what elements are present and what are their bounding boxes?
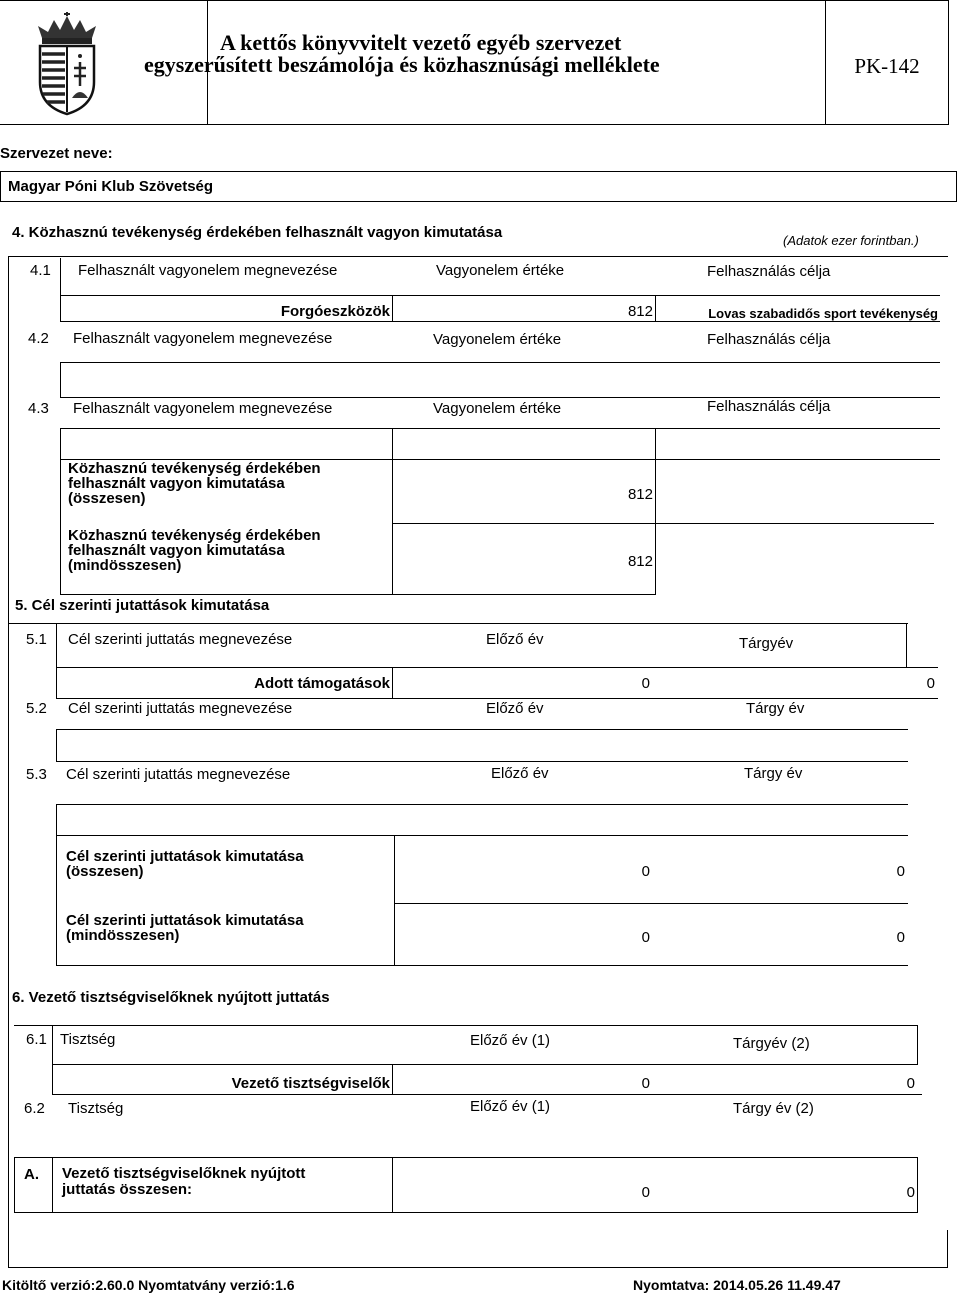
col-current-year-header: Tárgy év: [746, 700, 805, 717]
section-6-title: 6. Vezető tisztségviselőknek nyújtott juttatás: [12, 989, 330, 1006]
rule: [60, 295, 940, 296]
col-asset-value-header: Vagyonelem értéke: [433, 331, 562, 348]
row-6-1-number: 6.1: [26, 1031, 47, 1048]
col-purpose-header: Felhasználás célja: [707, 263, 831, 280]
unit-note: (Adatok ezer forintban.): [783, 233, 919, 248]
header-border-top: [0, 0, 948, 1]
rule: [56, 667, 938, 668]
page-frame-left: [8, 256, 9, 1268]
rule: [917, 1157, 918, 1213]
rule: [52, 1064, 918, 1065]
row-4-1-number: 4.1: [30, 262, 51, 279]
row-4-2-number: 4.2: [28, 330, 49, 347]
s4-total-label-l3: (összesen): [68, 490, 146, 507]
rule: [394, 836, 395, 966]
s5-total-current-value: 0: [896, 863, 905, 880]
s5-total-label-l2: (összesen): [66, 863, 144, 880]
col-benefit-name-header: Cél szerinti juttatás megnevezése: [68, 700, 293, 717]
header-border-right: [948, 0, 949, 125]
form-title-line1: A kettős könyvvitelt vezető egyéb szervezet: [220, 30, 622, 55]
rule: [392, 667, 393, 699]
rule: [52, 1025, 53, 1095]
rule: [14, 1025, 918, 1026]
position-current-year-value: 0: [906, 1075, 915, 1092]
rule: [392, 524, 393, 595]
row-5-2-number: 5.2: [26, 700, 47, 717]
s5-total-prev-value: 0: [641, 863, 650, 880]
rule: [394, 903, 908, 904]
benefit-current-year-value: 0: [926, 675, 935, 692]
asset-value: 812: [627, 303, 653, 320]
rule: [56, 623, 57, 699]
page-frame-bottom: [8, 1267, 948, 1268]
total-a-prev-value: 0: [641, 1184, 650, 1201]
rule: [56, 965, 908, 966]
col-position-header: Tisztség: [68, 1100, 124, 1117]
rule: [655, 460, 656, 524]
s4-grand-total-label-l1: Közhasznú tevékenység érdekében: [68, 527, 321, 544]
rule: [56, 804, 57, 836]
page-frame-right: [947, 1230, 948, 1268]
rule: [56, 698, 938, 699]
rule: [392, 523, 934, 524]
total-a-label-l1: Vezető tisztségviselőknek nyújtott: [62, 1165, 306, 1182]
total-a-label-l2: juttatás összesen:: [62, 1181, 193, 1198]
rule: [655, 524, 656, 595]
rule: [56, 729, 57, 762]
col-benefit-name-header: Cél szerinti jutattás megnevezése: [66, 766, 291, 783]
benefit-prev-year-value: 0: [641, 675, 650, 692]
rule: [392, 1157, 393, 1213]
col-prev-year-header: Előző év: [486, 700, 544, 717]
rule: [917, 1025, 918, 1065]
rule: [392, 460, 393, 524]
rule: [655, 295, 656, 322]
rule: [60, 428, 61, 460]
position-prev-year-value: 0: [641, 1075, 650, 1092]
section-4-title: 4. Közhasznú tevékenység érdekében felhasznált vagyon kimutatása: [12, 224, 503, 241]
col-purpose-header: Felhasználás célja: [707, 331, 831, 348]
col-current-year-header: Tárgyév (2): [733, 1035, 810, 1052]
org-name-field[interactable]: [0, 171, 957, 202]
col-asset-value-header: Vagyonelem értéke: [436, 262, 565, 279]
s4-total-value: 812: [627, 486, 653, 503]
position-name-vezeto-tisztsegviselok: Vezető tisztségviselők: [231, 1075, 390, 1092]
col-position-header: Tisztség: [60, 1031, 116, 1048]
rule: [14, 1157, 918, 1158]
col-current-year-header: Tárgy év: [744, 765, 803, 782]
header-border-bottom: [0, 124, 948, 125]
col-asset-name-header: Felhasznált vagyonelem megnevezése: [73, 400, 333, 417]
col-current-year-header: Tárgy év (2): [733, 1100, 814, 1117]
s4-total-label-l2: felhasznált vagyon kimutatása: [68, 475, 285, 492]
s4-grand-total-value: 812: [627, 553, 653, 570]
s4-grand-total-label-l3: (mindösszesen): [68, 557, 182, 574]
rule: [60, 594, 656, 595]
section-5-title: 5. Cél szerinti jutattások kimutatása: [15, 597, 270, 614]
rule: [60, 362, 940, 363]
row-4-3-number: 4.3: [28, 400, 49, 417]
rule: [392, 295, 393, 322]
row-6-2-number: 6.2: [24, 1100, 45, 1117]
col-prev-year-header: Előző év: [486, 631, 544, 648]
coat-of-arms-icon: [28, 12, 106, 116]
org-name-label: Szervezet neve:: [0, 145, 113, 162]
row-5-1-number: 5.1: [26, 631, 47, 648]
rule: [60, 460, 61, 595]
rule: [56, 836, 57, 966]
rule: [392, 1064, 393, 1095]
rule: [60, 362, 61, 398]
rule: [14, 1212, 918, 1213]
col-benefit-name-header: Cél szerinti juttatás megnevezése: [68, 631, 293, 648]
total-a-current-value: 0: [906, 1184, 915, 1201]
rule: [56, 804, 908, 805]
col-purpose-header: Felhasználás célja: [707, 398, 831, 415]
benefit-name-adott-tamogatasok: Adott támogatások: [254, 675, 390, 692]
form-title-line2: egyszerűsített beszámolója és közhasznúsági melléklete: [144, 52, 660, 77]
s5-grand-total-current-value: 0: [896, 929, 905, 946]
rule: [8, 256, 948, 257]
rule: [392, 428, 393, 460]
s5-grand-total-label-l2: (mindösszesen): [66, 927, 180, 944]
rule: [60, 428, 940, 429]
rule: [56, 835, 908, 836]
org-name-value: Magyar Póni Klub Szövetség: [8, 178, 214, 195]
rule: [8, 623, 908, 624]
rule: [14, 1157, 15, 1213]
col-asset-value-header: Vagyonelem értéke: [433, 400, 562, 417]
rule: [56, 729, 908, 730]
footer-version: Kitöltő verzió:2.60.0 Nyomtatvány verzió:1.6: [2, 1277, 295, 1293]
asset-purpose: Lovas szabadidős sport tevékenység: [708, 306, 938, 321]
col-prev-year-header: Előző év: [491, 765, 549, 782]
s5-grand-total-label-l1: Cél szerinti juttatások kimutatása: [66, 912, 304, 929]
col-prev-year-header: Előző év (1): [470, 1032, 551, 1049]
s5-total-label-l1: Cél szerinti juttatások kimutatása: [66, 848, 304, 865]
rule: [52, 1157, 53, 1213]
rule: [906, 623, 907, 668]
rule: [60, 258, 61, 322]
s5-grand-total-prev-value: 0: [641, 929, 650, 946]
rule: [56, 761, 908, 762]
col-prev-year-header: Előző év (1): [470, 1098, 551, 1115]
form-code: PK-142: [854, 54, 920, 78]
col-current-year-header: Tárgyév: [739, 635, 794, 652]
total-a-code: A.: [24, 1166, 39, 1183]
s4-grand-total-label-l2: felhasznált vagyon kimutatása: [68, 542, 285, 559]
row-5-3-number: 5.3: [26, 766, 47, 783]
rule: [52, 1094, 922, 1095]
col-asset-name-header: Felhasznált vagyonelem megnevezése: [73, 330, 333, 347]
rule: [655, 428, 656, 460]
s4-total-label-l1: Közhasznú tevékenység érdekében: [68, 460, 321, 477]
col-asset-name-header: Felhasznált vagyonelem megnevezése: [78, 262, 338, 279]
footer-printed-date: Nyomtatva: 2014.05.26 11.49.47: [633, 1277, 841, 1293]
asset-name-forgoeszkozok: Forgóeszközök: [280, 303, 390, 320]
